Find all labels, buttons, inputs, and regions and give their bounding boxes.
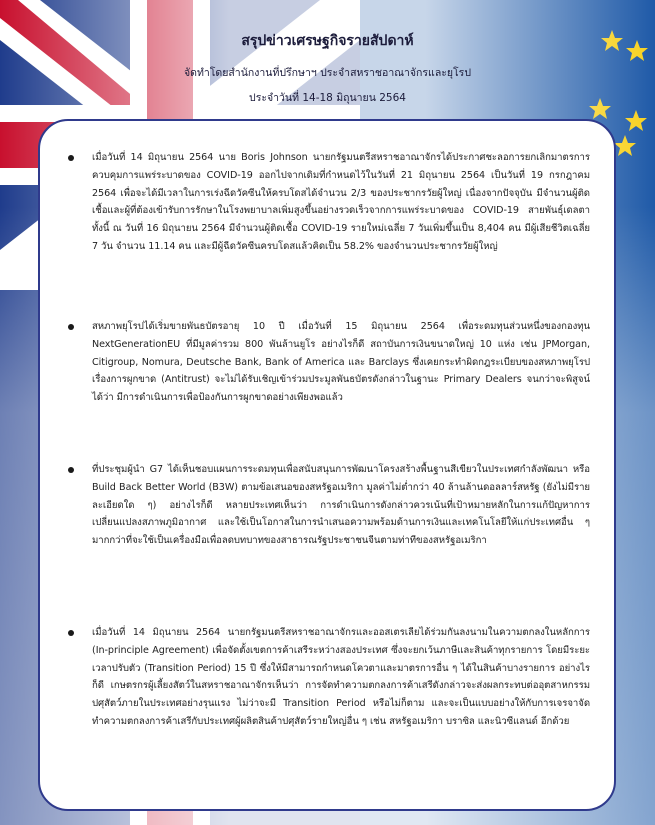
page-subtitle: จัดทำโดยสำนักงานที่ปรึกษาฯ ประจำสหราชอาณาจักรและยุโรป bbox=[184, 67, 471, 79]
list-item bbox=[70, 149, 590, 256]
date-range: ประจำวันที่ 14-18 มิถุนายน 2564 bbox=[249, 92, 406, 104]
bullet-icon bbox=[68, 324, 74, 330]
list-item bbox=[70, 318, 590, 407]
bullet-icon bbox=[68, 630, 74, 636]
page-title: สรุปข่าวเศรษฐกิจรายสัปดาห์ bbox=[241, 33, 414, 49]
bullet-icon bbox=[68, 467, 74, 473]
list-item bbox=[70, 461, 590, 550]
news-text: เมื่อวันที่ 14 มิถุนายน 2564 นายกรัฐมนตรีสหราชอาณาจักรและออสเตรเลียได้ร่วมกันลงนามในความตกลงในหลักการ (In-principle Agreement) เพื่อจัดตั้งเขตการค้าเสรีระหว่างสองประเทศ ซึ่งจะยกเว้นภาษีและสินค้าทุกรายการ โดยมีระยะเวลาปรับตัว (Transition Period) 15 ปี ซึ่งให้มีสามารถกำหนดโควตาและมาตรการอื่น ๆ ได้ในสินค้าบางรายการ อย่างไรก็ดี เกษตรกรผู้เลี้ยงสัตว์ในสหราชอาณาจักรเห็นว่า การจัดทำความตกลงการค้าเสรีดังกล่าวจะส่งผลกระทบต่ออุตสาหกรรมปศุสัตว์ภายในประเทศอย่างรุนแรง ไม่ว่าจะมี Transition Period หรือไม่ก็ตาม และจะเป็นแบบอย่างให้กับการเจรจาจัดทำความตกลงการค้าเสรีกับประเทศผู้ผลิตสินค้าปศุสัตว์รายใหญ่อื่น ๆ เช่น สหรัฐอเมริกา บราซิล และนิวซีแลนด์ อีกด้วย bbox=[92, 627, 590, 727]
news-text: สหภาพยุโรปได้เริ่มขายพันธบัตรอายุ 10 ปี เมื่อวันที่ 15 มิถุนายน 2564 เพื่อระดมทุนส่วนหนึ่งของกองทุน NextGenerationEU ที่มีมูลค่ารวม 800 พันล้านยูโร อย่างไรก็ดี สถาบันการเงินขนาดใหญ่ 10 แห่ง เช่น JPMorgan, Citigroup, Nomura, Deutsche Bank, Bank of America และ Barclays ซึ่งเคยกระทำผิดกฎระเบียบของสหภาพยุโรปเรื่องการผูกขาด (Antitrust) จะไม่ได้รับเชิญเข้าร่วมประมูลพันธบัตรดังกล่าวในฐานะ Primary Dealers จนกว่าจะพิสูจน์ได้ว่า มีการดำเนินการเพื่อป้องกันการผูกขาดอย่างเพียงพอแล้ว bbox=[92, 321, 590, 404]
bullet-icon bbox=[68, 155, 74, 161]
news-text: ที่ประชุมผู้นำ G7 ได้เห็นชอบแผนการระดมทุนเพื่อสนับสนุนการพัฒนาโครงสร้างพื้นฐานสีเขียวในประเทศกำลังพัฒนา หรือ Build Back Better World (B3W) ตามข้อเสนอของสหรัฐอเมริกา มูลค่าไม่ต่ำกว่า 40 ล้านล้านดอลลาร์สหรัฐ (ยังไม่มีรายละเอียดใด ๆ) อย่างไรก็ดี หลายประเทศเห็นว่า การดำเนินการดังกล่าวควรเน้นที่เป้าหมายหลักในการแก้ปัญหาการเปลี่ยนแปลงสภาพภูมิอากาศ และใช้เป็นโอกาสในการนำเสนอความพร้อมด้านการเงินและเทคโนโลยีให้แก่ประเทศอื่น ๆ มากกว่าที่จะใช้เป็นเครื่องมือเพื่อลดบทบาทของสาธารณรัฐประชาชนจีนตามท่าทีของสหรัฐอเมริกา bbox=[92, 464, 590, 547]
list-item bbox=[70, 624, 590, 731]
news-text: เมื่อวันที่ 14 มิถุนายน 2564 นาย Boris Johnson นายกรัฐมนตรีสหราชอาณาจักรได้ประกาศชะลอการยกเลิกมาตรการควบคุมการแพร่ระบาดของ COVID-19 ออกไปจากเดิมที่กำหนดไว้ในวันที่ 21 มิถุนายน 2564 เป็นวันที่ 19 กรกฎาคม 2564 เพื่อจะได้มีเวลาในการเร่งฉีดวัคซีนให้ครบโดสได้จำนวน 2/3 ของประชากรวัยผู้ใหญ่ เนื่องจากปัจจุบัน มีจำนวนผู้ติดเชื้อและผู้ที่ต้องเข้ารับการรักษาในโรงพยาบาลเพิ่มสูงขึ้นอย่างรวดเร็วจากการแพร่ระบาดของ COVID-19 สายพันธุ์เดลตา ทั้งนี้ ณ วันที่ 16 มิถุนายน 2564 มีจำนวนผู้ติดเชื้อ COVID-19 รายใหม่เฉลี่ย 7 วันเพิ่มขึ้นเป็น 8,404 คน มีผู้เสียชีวิตเฉลี่ย 7 วัน จำนวน 11.14 คน และมีผู้ฉีดวัคซีนครบโดสแล้วคิดเป็น 58.2% ของจำนวนประชากรวัยผู้ใหญ่ bbox=[92, 152, 590, 252]
